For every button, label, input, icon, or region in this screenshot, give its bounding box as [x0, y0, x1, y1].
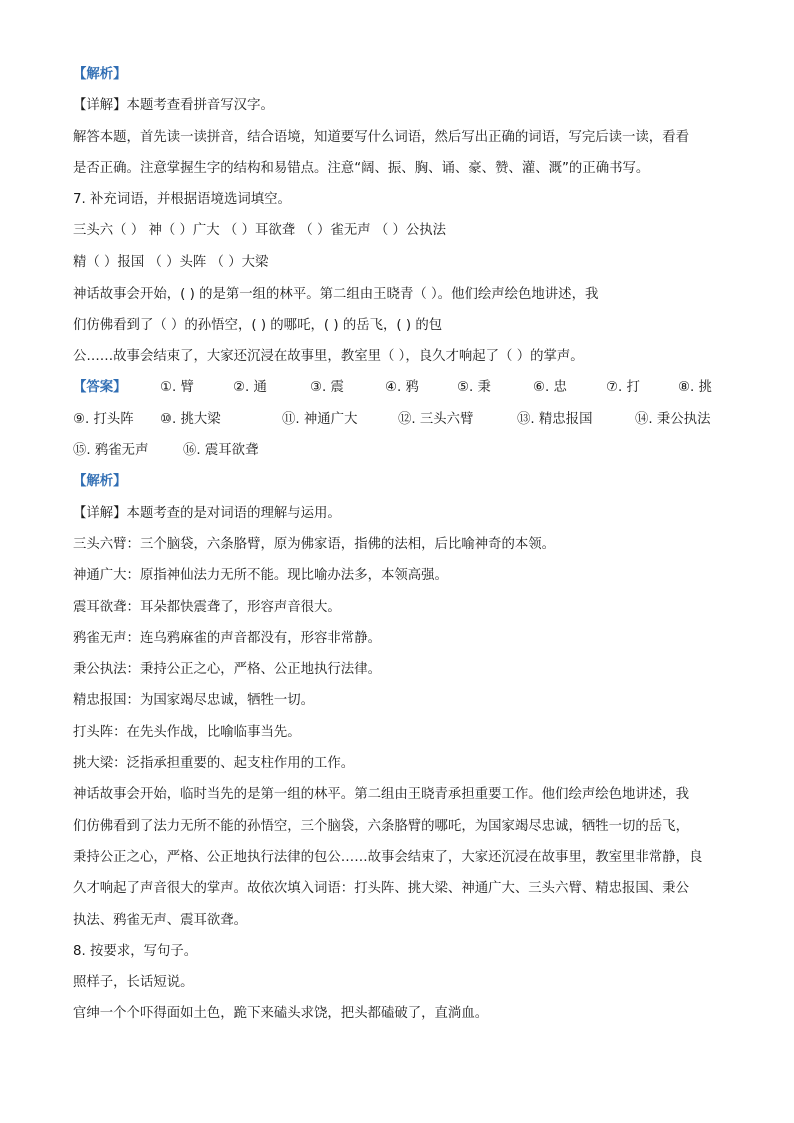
answer-item: ④. 鸦 — [385, 380, 419, 395]
section-analysis-heading: 【解析】 — [73, 474, 127, 489]
answer-item: ②. 通 — [233, 380, 267, 395]
answer-item: ③. 震 — [310, 380, 344, 395]
definition-line: 三头六臂：三个脑袋，六条胳臂，原为佛家语，指佛的法相，后比喻神奇的本领。 — [73, 537, 556, 552]
answer-heading: 【答案】 — [73, 380, 127, 395]
answer-item: ⑯. 震耳欲聋 — [183, 443, 259, 458]
definition-line: 打头阵：在先头作战，比喻临事当先。 — [73, 725, 301, 740]
summary-paragraph: 们仿佛看到了法力无所不能的孙悟空，三个脑袋，六条胳臂的哪吒，为国家竭尽忠诚，牺牲一切的岳飞， — [73, 819, 689, 834]
context-paragraph: 神话故事会开始，( ) 的是第一组的林平。第二组由王晓青（ ）。他们绘声绘色地讲述，我 — [73, 287, 599, 302]
answer-item: ⑤. 秉 — [457, 380, 491, 395]
definition-line: 秉公执法：秉持公正之心，严格、公正地执行法律。 — [73, 662, 381, 677]
body-text: 是否正确。注意掌握生字的结构和易错点。注意“阔、振、胸、诵、豪、赞、灌、溉”的正确书写。 — [73, 161, 650, 176]
detail-line: 【详解】本题考查看拼音写汉字。 — [73, 98, 274, 113]
fill-blank-line: 精（ ）报国 （ ）头阵 （ ）大梁 — [73, 255, 269, 270]
answer-item: ①. 臂 — [160, 380, 194, 395]
question-7-title: 7. 补充词语，并根据语境选词填空。 — [73, 192, 291, 207]
context-paragraph: 公……故事会结束了，大家还沉浸在故事里，教室里（ ），良久才响起了（ ）的掌声。 — [73, 349, 584, 364]
definition-line: 挑大梁：泛指承担重要的、起支柱作用的工作。 — [73, 756, 355, 771]
example-sentence: 官绅一个个吓得面如土色，跪下来磕头求饶，把头都磕破了，直淌血。 — [73, 1006, 489, 1021]
answer-item: ⑩. 挑大梁 — [160, 412, 221, 427]
fill-blank-line: 三头六（ ） 神（ ）广大 （ ）耳欲聋 （ ）雀无声 （ ）公执法 — [73, 223, 447, 238]
answer-item: ⑨. 打头阵 — [73, 412, 134, 427]
body-text: 解答本题，首先读一读拼音，结合语境，知道要写什么词语，然后写出正确的词语，写完后读一读，看看 — [73, 130, 689, 145]
answer-item: ⑦. 打 — [606, 380, 640, 395]
section-analysis-heading: 【解析】 — [73, 67, 127, 82]
definition-line: 震耳欲聋：耳朵都快震聋了，形容声音很大。 — [73, 600, 341, 615]
definition-line: 精忠报国：为国家竭尽忠诚，牺牲一切。 — [73, 693, 315, 708]
summary-paragraph: 久才响起了声音很大的掌声。故依次填入词语：打头阵、挑大梁、神通广大、三头六臂、精忠报国、秉公 — [73, 881, 689, 896]
definition-line: 神通广大：原指神仙法力无所不能。现比喻办法多，本领高强。 — [73, 568, 448, 583]
answer-item: ⑫. 三头六臂 — [398, 412, 474, 427]
answer-item: ⑪. 神通广大 — [282, 412, 358, 427]
answer-item: ⑬. 精忠报国 — [517, 412, 593, 427]
definition-line: 鸦雀无声：连乌鸦麻雀的声音都没有，形容非常静。 — [73, 631, 381, 646]
detail-line: 【详解】本题考查的是对词语的理解与运用。 — [73, 506, 341, 521]
answer-item: ⑮. 鸦雀无声 — [73, 443, 149, 458]
answer-item: ⑭. 秉公执法 — [635, 412, 711, 427]
instruction-line: 照样子，长话短说。 — [73, 975, 194, 990]
summary-paragraph: 执法、鸦雀无声、震耳欲聋。 — [73, 913, 248, 928]
answer-item: ⑥. 忠 — [533, 380, 567, 395]
summary-paragraph: 神话故事会开始，临时当先的是第一组的林平。第二组由王晓青承担重要工作。他们绘声绘色地讲述，我 — [73, 787, 689, 802]
summary-paragraph: 秉持公正之心，严格、公正地执行法律的包公……故事会结束了，大家还沉浸在故事里，教室里非常静，良 — [73, 850, 703, 865]
question-8-title: 8. 按要求，写句子。 — [73, 944, 198, 959]
answer-item: ⑧. 挑 — [678, 380, 712, 395]
context-paragraph: 们仿佛看到了（ ）的孙悟空，( ) 的哪吒，( ) 的岳飞，( ) 的包 — [73, 318, 443, 333]
